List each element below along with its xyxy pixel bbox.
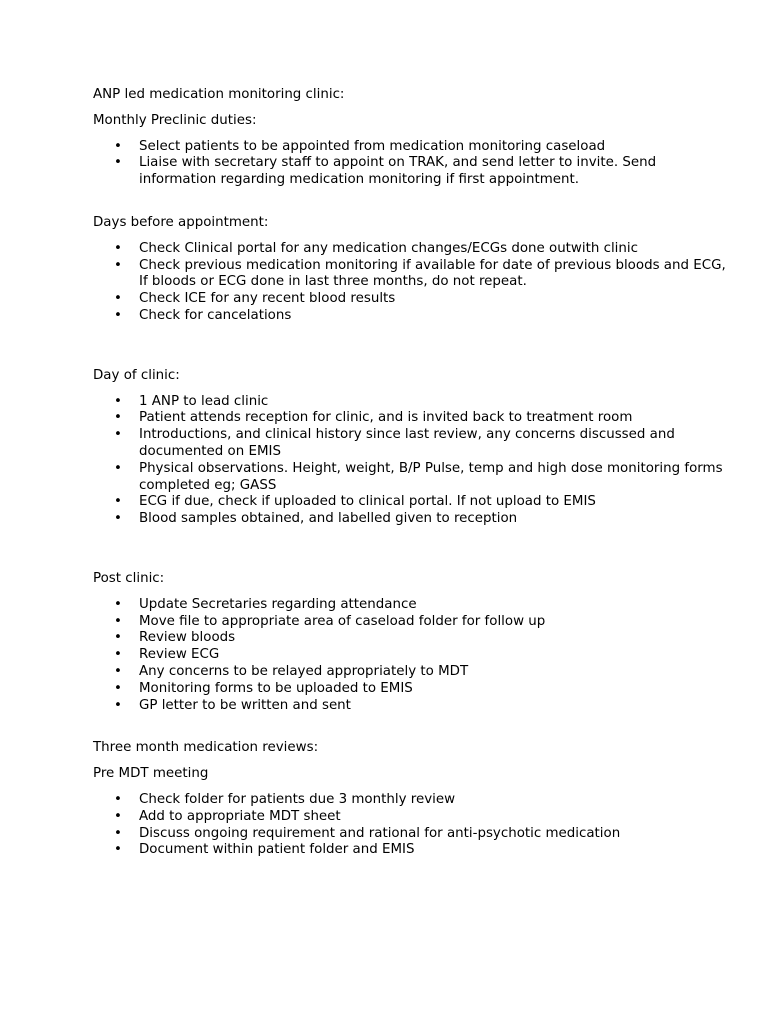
list-item	[93, 630, 733, 647]
list-item-text: Physical observations. Height, weight, B/P Pulse, temp and high dose monitoring forms completed eg; GASS	[139, 460, 723, 493]
section-heading-three-month-reviews: Three month medication reviews:	[93, 740, 319, 756]
list-item-text: Liaise with secretary staff to appoint on TRAK, and send letter to invite. Send information regarding medication monitoring if first appointment.	[139, 155, 657, 188]
list-item	[93, 410, 733, 427]
bullet-icon: •	[114, 613, 122, 629]
list-item	[93, 681, 733, 698]
list-item	[93, 494, 733, 511]
list-item	[93, 461, 733, 495]
list-item-text: Check Clinical portal for any medication changes/ECGs done outwith clinic	[139, 240, 638, 256]
list-item	[93, 597, 733, 614]
list-item-text: Move file to appropriate area of caseload folder for follow up	[139, 613, 546, 629]
list-item	[93, 842, 733, 859]
bullet-icon: •	[114, 647, 122, 663]
list-item-text: GP letter to be written and sent	[139, 697, 351, 713]
list-item-text: Add to appropriate MDT sheet	[139, 808, 341, 824]
list-item-text: Blood samples obtained, and labelled given to reception	[139, 511, 518, 527]
list-item	[93, 139, 733, 156]
section-heading-monthly-preclinic: Monthly Preclinic duties:	[93, 112, 257, 128]
list-item-text: Document within patient folder and EMIS	[139, 842, 415, 858]
list-item-text: Monitoring forms to be uploaded to EMIS	[139, 680, 413, 696]
bullet-icon: •	[114, 663, 122, 679]
bullet-icon: •	[114, 808, 122, 824]
list-item	[93, 291, 733, 308]
list-item	[93, 155, 733, 189]
bullet-icon: •	[114, 410, 122, 426]
list-item-text: 1 ANP to lead clinic	[139, 393, 269, 409]
list-item-text: Update Secretaries regarding attendance	[139, 596, 417, 612]
bullet-icon: •	[114, 680, 122, 696]
list-item-text: Patient attends reception for clinic, and is invited back to treatment room	[139, 410, 633, 426]
bullet-icon: •	[114, 291, 122, 307]
list-item	[93, 258, 733, 292]
list-item	[93, 792, 733, 809]
list-item-text: Check for cancelations	[139, 307, 292, 323]
list-days-before	[93, 241, 733, 325]
bullet-icon: •	[114, 155, 122, 171]
bullet-icon: •	[114, 240, 122, 256]
list-item	[93, 698, 733, 715]
list-item-text: Review bloods	[139, 630, 236, 646]
list-item	[93, 308, 733, 325]
list-item	[93, 647, 733, 664]
list-item-text: Check folder for patients due 3 monthly review	[139, 791, 456, 807]
list-pre-mdt	[93, 792, 733, 859]
list-day-of-clinic	[93, 394, 733, 528]
list-item-text: Discuss ongoing requirement and rational for anti-psychotic medication	[139, 825, 621, 841]
bullet-icon: •	[114, 427, 122, 443]
bullet-icon: •	[114, 630, 122, 646]
bullet-icon: •	[114, 842, 122, 858]
section-heading-days-before: Days before appointment:	[93, 214, 269, 230]
list-item-text: Check ICE for any recent blood results	[139, 291, 396, 307]
section-heading-day-of-clinic: Day of clinic:	[93, 367, 180, 383]
list-item-text: ECG if due, check if uploaded to clinical portal. If not upload to EMIS	[139, 494, 596, 510]
list-item	[93, 809, 733, 826]
bullet-icon: •	[114, 307, 122, 323]
bullet-icon: •	[114, 825, 122, 841]
document-page	[93, 87, 733, 859]
list-item	[93, 241, 733, 258]
section-subheading-pre-mdt: Pre MDT meeting	[93, 766, 209, 782]
list-item	[93, 826, 733, 843]
list-item	[93, 511, 733, 528]
list-post-clinic	[93, 597, 733, 715]
list-item	[93, 664, 733, 681]
bullet-icon: •	[114, 460, 122, 476]
bullet-icon: •	[114, 697, 122, 713]
list-item-text: Introductions, and clinical history since last review, any concerns discussed and documented on EMIS	[139, 427, 675, 459]
list-item-text: Check previous medication monitoring if available for date of previous bloods and ECG, If bloods or ECG done in last three months, do not repeat.	[139, 257, 726, 290]
list-item-text: Any concerns to be relayed appropriately to MDT	[139, 663, 469, 679]
bullet-icon: •	[114, 494, 122, 510]
list-item	[93, 427, 733, 461]
list-item	[93, 614, 733, 631]
list-item-text: Select patients to be appointed from medication monitoring caseload	[139, 138, 606, 154]
bullet-icon: •	[114, 511, 122, 527]
list-item-text: Review ECG	[139, 647, 220, 663]
bullet-icon: •	[114, 257, 122, 273]
document-title: ANP led medication monitoring clinic:	[93, 87, 345, 102]
bullet-icon: •	[114, 138, 122, 154]
list-monthly-preclinic	[93, 139, 733, 189]
section-heading-post-clinic: Post clinic:	[93, 570, 165, 586]
bullet-icon: •	[114, 596, 122, 612]
bullet-icon: •	[114, 393, 122, 409]
bullet-icon: •	[114, 791, 122, 807]
list-item	[93, 394, 733, 411]
